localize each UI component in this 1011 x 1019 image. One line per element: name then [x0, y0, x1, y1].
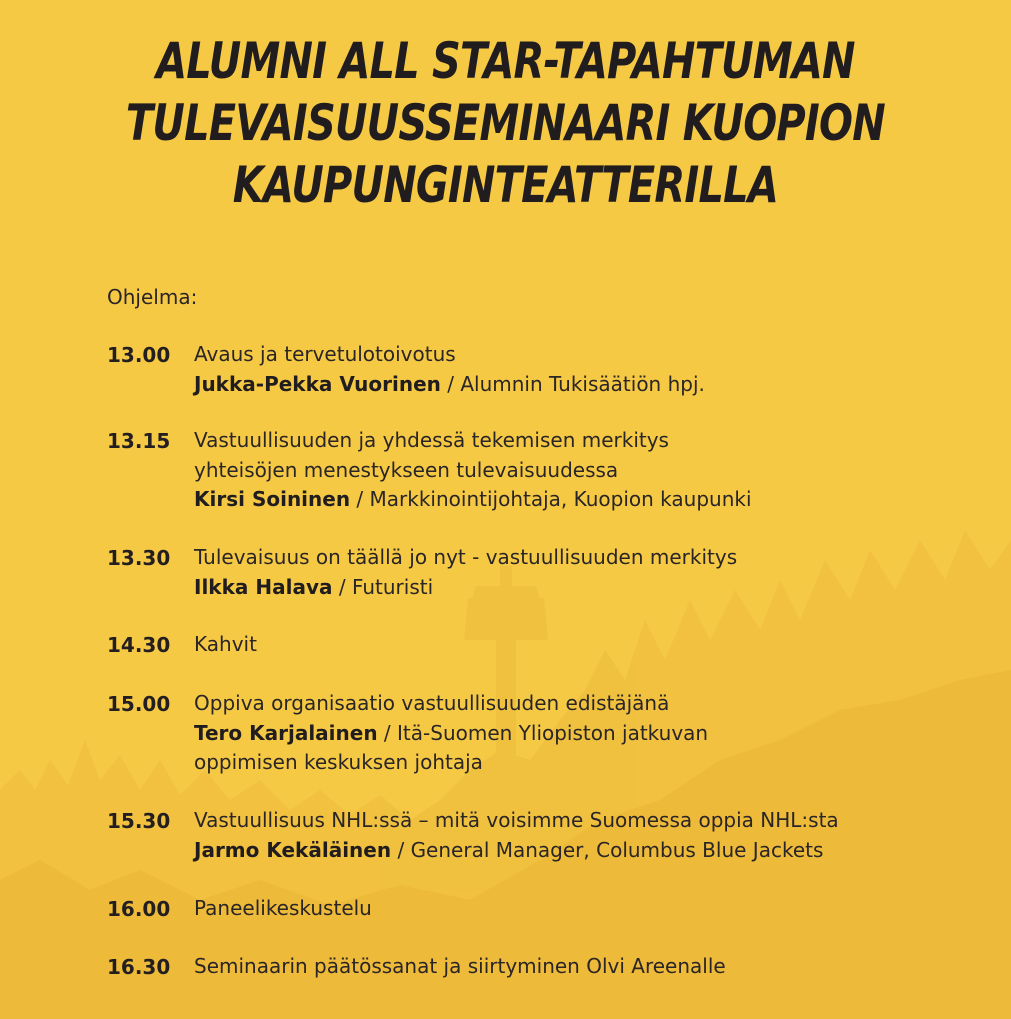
program-description: Vastuullisuuden ja yhdessä tekemisen merkitys yhteisöjen menestykseen tulevaisuudessa Kirsi Soininen / Markkinointijohtaja, Kuopion kaupunki — [194, 426, 974, 515]
speaker-role: General Manager, Columbus Blue Jackets — [410, 837, 824, 862]
program-heading: Ohjelma: — [107, 285, 198, 309]
program-time: 13.30 — [107, 546, 171, 570]
program-description: Oppiva organisaatio vastuullisuuden edistäjänä Tero Karjalainen / Itä-Suomen Yliopiston jatkuvan oppimisen keskuksen johtaja — [194, 689, 974, 778]
program-topic: Kahvit — [194, 632, 257, 656]
program-description — [194, 630, 974, 660]
speaker-role: oppimisen keskuksen johtaja — [194, 750, 483, 774]
program-description — [194, 894, 974, 924]
program-time: 15.00 — [107, 692, 171, 716]
program-time: 16.00 — [107, 897, 171, 921]
program-description: Tulevaisuus on täällä jo nyt - vastuullisuuden merkitys Ilkka Halava / Futuristi — [194, 543, 974, 602]
speaker-role: Futuristi — [351, 574, 434, 599]
program-topic: Oppiva organisaatio vastuullisuuden edistäjänä — [194, 691, 670, 715]
program-time: 16.30 — [107, 955, 171, 979]
title-line-1: ALUMNI ALL STAR-TAPAHTUMAN — [156, 32, 855, 90]
program-time: 14.30 — [107, 633, 171, 657]
program-time: 13.15 — [107, 429, 171, 453]
title-line-3: KAUPUNGINTEATTERILLA — [232, 156, 779, 214]
program-time: 15.30 — [107, 809, 171, 833]
program-description — [194, 952, 974, 982]
program-topic: Vastuullisuus NHL:ssä – mitä voisimme Suomessa oppia NHL:sta — [194, 808, 839, 832]
program-topic: Avaus ja tervetulotoivotus — [194, 342, 456, 366]
program-topic: Paneelikeskustelu — [194, 896, 372, 920]
program-time: 13.00 — [107, 343, 171, 367]
speaker-role: Itä-Suomen Yliopiston jatkuvan — [397, 720, 709, 745]
speaker-name: Tero Karjalainen — [194, 720, 378, 745]
title-line-2: TULEVAISUUSSEMINAARI KUOPION — [125, 94, 885, 152]
speaker-role: Markkinointijohtaja, Kuopion kaupunki — [369, 487, 752, 511]
speaker-name: Kirsi Soininen — [194, 487, 351, 511]
program-description: Avaus ja tervetulotoivotus Jukka-Pekka Vuorinen / Alumnin Tukisäätiön hpj. — [194, 340, 974, 399]
speaker-role: Alumnin Tukisäätiön hpj. — [460, 371, 705, 396]
speaker-name: Jukka-Pekka Vuorinen — [194, 371, 441, 396]
speaker-name: Ilkka Halava — [194, 574, 333, 599]
speaker-name: Jarmo Kekäläinen — [194, 837, 392, 862]
program-topic: Seminaarin päätössanat ja siirtyminen Olvi Areenalle — [194, 954, 726, 978]
page-title — [101, 30, 910, 216]
program-description: Vastuullisuus NHL:ssä – mitä voisimme Suomessa oppia NHL:sta Jarmo Kekäläinen / General Manager, Columbus Blue Jackets — [194, 806, 974, 865]
program-topic: Vastuullisuuden ja yhdessä tekemisen merkitys — [194, 428, 669, 452]
program-topic: Tulevaisuus on täällä jo nyt - vastuullisuuden merkitys — [194, 545, 738, 569]
program-topic: yhteisöjen menestykseen tulevaisuudessa — [194, 457, 619, 482]
